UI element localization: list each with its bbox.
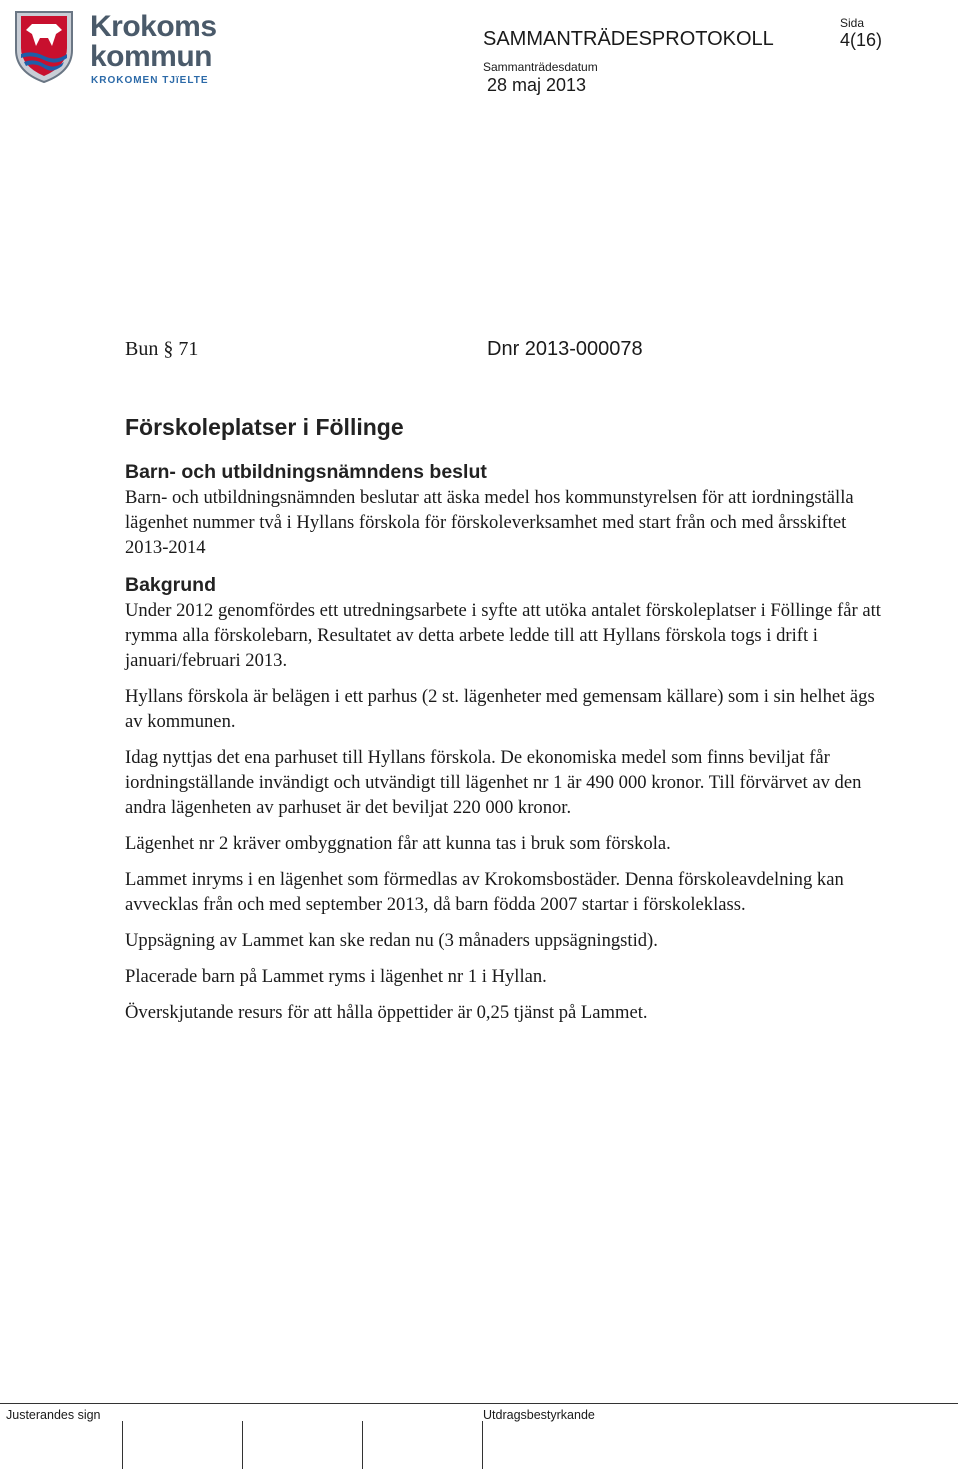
background-heading: Bakgrund	[125, 574, 217, 596]
background-paragraph: Uppsägning av Lammet kan ske redan nu (3 månaders uppsägningstid).	[125, 930, 658, 951]
meeting-date: 28 maj 2013	[487, 75, 587, 95]
background-paragraph: Idag nyttjas det ena parhuset till Hyllans förskola. De ekonomiska medel som finns beviljat får iordningställande invändigt och utvändigt till lägenhet nr 1 är 490 000 kronor. Till förvärvet av den andra lägenheten av parhuset är det beviljat 220 000 kronor.	[125, 747, 862, 818]
signature-box-divider	[122, 1421, 123, 1469]
background-paragraph: Lägenhet nr 2 kräver ombyggnation får att kunna tas i bruk som förskola.	[125, 833, 671, 854]
logo-name-line1: Krokoms	[90, 10, 217, 43]
document-title: Förskoleplatser i Föllinge	[125, 414, 404, 440]
background-paragraph: Placerade barn på Lammet ryms i lägenhet nr 1 i Hyllan.	[125, 966, 547, 987]
document-type-title: SAMMANTRÄDESPROTOKOLL	[483, 28, 774, 50]
background-paragraph: Lammet inryms i en lägenhet som förmedlas av Krokomsbostäder. Denna förskoleavdelning kan avvecklas från och med september 2013, då barn födda 2007 startar i förskoleklass.	[125, 869, 844, 915]
adjuster-signature-label: Justerandes sign	[6, 1408, 101, 1422]
signature-footer	[0, 1403, 960, 1469]
signature-box-divider	[362, 1421, 363, 1469]
footer-divider	[0, 1403, 958, 1404]
logo-tagline: KROKOMEN TJïELTE	[91, 75, 209, 86]
municipality-logo	[8, 6, 217, 86]
page-number: 4(16)	[840, 30, 883, 50]
coat-of-arms-icon	[8, 6, 80, 86]
background-paragraph: Under 2012 genomfördes ett utredningsarbete i syfte att utöka antalet förskoleplatser i Föllinge får att rymma alla förskolebarn, Resultatet av detta arbete ledde till att Hyllans förskola togs i drift i januari/februari 2013.	[125, 600, 881, 671]
background-paragraph: Hyllans förskola är belägen i ett parhus (2 st. lägenheter med gemensam källare) som i sin helhet ägs av kommunen.	[125, 686, 875, 732]
certification-label: Utdragsbestyrkande	[483, 1408, 595, 1422]
decision-heading: Barn- och utbildningsnämndens beslut	[125, 461, 487, 483]
background-paragraph: Överskjutande resurs för att hålla öppettider är 0,25 tjänst på Lammet.	[125, 1002, 648, 1023]
signature-box-divider	[482, 1421, 483, 1469]
meeting-date-label: Sammanträdesdatum	[483, 60, 598, 74]
diary-number: Dnr 2013-000078	[487, 338, 643, 360]
logo-name-line2: kommun	[90, 40, 213, 73]
signature-box-divider	[242, 1421, 243, 1469]
page-label: Sida	[840, 16, 865, 30]
decision-text: Barn- och utbildningsnämnden beslutar att äska medel hos kommunstyrelsen för att iordningställa lägenhet nummer två i Hyllans förskola för förskoleverksamhet med start från och med årsskiftet 2013-2014	[125, 487, 854, 558]
paragraph-number: Bun § 71	[125, 338, 199, 360]
document-body	[125, 411, 885, 1025]
